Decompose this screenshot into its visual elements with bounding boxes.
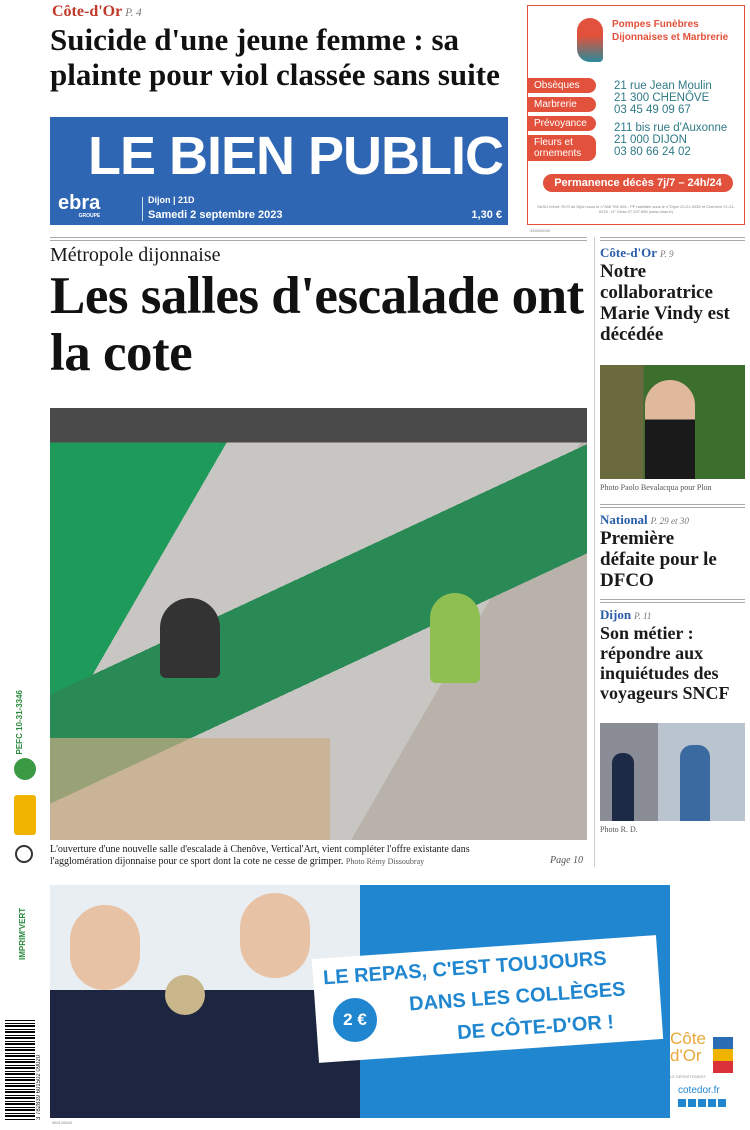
sidebar-kicker [600,245,745,261]
top-story-kicker [52,3,142,21]
cotedor-flag-icon [713,1037,733,1073]
lead-rule [50,237,587,241]
addr-line: 21 rue Jean Moulin [614,80,712,92]
cotedor-ad[interactable] [50,885,745,1118]
recycle-logo-icon [14,795,36,835]
pefc-label: PEFC 10-31-3346 [15,690,24,755]
caption-text: L'ouverture d'une nouvelle salle d'escalade à Chenôve, Vertical'Art, vient compléter l'offre existante dans l'agglomération dijonnaise pour ce sport dont la cote ne cesse de grimper. [50,844,470,867]
address-chenove [614,80,712,116]
funeral-ad[interactable] [527,5,745,225]
rule [600,599,745,603]
lead-caption [50,844,530,868]
permanence-banner: Permanence décès 7j/7 – 24h/24 [543,174,733,192]
cotedor-sub: LE DÉPARTEMENT [670,1074,706,1079]
service-item: Marbrerie [528,97,596,112]
sncf-photo [600,723,745,821]
sidebar-headline[interactable]: Notre collaboratrice Marie Vindy est décédée [600,261,730,345]
rule [600,237,745,241]
masthead [50,117,508,225]
marie-vindy-photo [600,365,745,479]
triman-icon [15,845,33,863]
ad-company: Pompes Funèbres Dijonnaises et Marbrerie [612,19,729,43]
pefc-icon [14,758,36,780]
lead-page-ref[interactable]: Page 10 [550,855,584,866]
price: 1,30 € [471,209,502,221]
sidebar-headline[interactable]: Première défaite pour le DFCO [600,528,717,591]
ebra-sub: GROUPE [78,213,101,219]
slogan-line: DE CÔTE-D'OR ! [456,1011,615,1045]
slogan-line: DANS LES COLLÈGES [408,978,627,1016]
divider [142,197,143,221]
ad-ref: 334000000 [530,228,551,233]
kicker-text: Côte-d'Or [600,245,658,260]
floor-mat [50,738,330,840]
lead-kicker: Métropole dijonnaise [50,244,221,266]
owl-logo-icon [577,18,603,62]
masthead-title: LE BIEN PUBLIC [88,126,504,186]
page-ref: P. 11 [634,611,652,621]
slogan-line: LE REPAS, C'EST TOUJOURS [322,947,608,990]
photo-credit: Photo R. D. [600,825,638,834]
top-story-headline[interactable]: Suicide d'une jeune femme : sa plainte pour viol classée sans suite [50,22,500,92]
addr-line: 21 000 DIJON [614,134,687,146]
ad-ref: 360128400 [52,1120,73,1125]
photo-credit: Photo Paolo Bevalacqua pour Plon [600,483,712,492]
sidebar [600,237,745,834]
kicker-text: Côte-d'Or [52,3,123,20]
sidebar-headline[interactable]: Son métier : répondre aux inquiétudes des voyageurs SNCF [600,623,730,703]
lead-headline[interactable]: Les salles d'escalade ont la cote [50,267,584,382]
sidebar-kicker [600,607,745,623]
cotedor-url[interactable]: cotedor.fr [678,1085,720,1096]
service-list [528,78,596,165]
addr-line: 21 300 CHENÔVE [614,92,710,104]
edition: Dijon | 21D [148,195,195,205]
addr-phone: 03 45 49 09 67 [614,104,691,116]
climber [160,598,220,678]
service-item: Fleurs et ornements [528,135,596,161]
cotedor-logo: Côte d'Or [670,1029,706,1065]
rule [600,504,745,508]
addr-phone: 03 80 66 24 02 [614,146,691,158]
service-item: Prévoyance [528,116,596,131]
price-badge: 2 € [330,995,380,1045]
service-item: Obsèques [528,78,596,93]
addr-line: 211 bis rue d'Auxonne [614,122,728,134]
climbing-photo[interactable] [50,408,587,840]
children-photo [50,885,360,1118]
ebra-logo [58,193,100,219]
imprimvert-label: IMPRIM'VERT [18,907,27,960]
barcode-number: 3 782839 601502 09020 [36,1054,42,1120]
page-ref: P. 9 [660,249,674,259]
kicker-text: Dijon [600,607,632,622]
climber [430,593,480,683]
page-ref: P. 4 [125,7,142,19]
ad-legal: SASU Imhof, RCS de Dijon sous le n°388 796 526 - PF habilitée sous le n°Dijon 20-21-0035 et Chenôve 21-21-0076 - N° Orias 07 037 898 (www.orias.fr) [537,204,735,214]
ebra-text: ebra [58,192,101,214]
social-icons[interactable] [678,1099,728,1107]
date: Samedi 2 septembre 2023 [148,209,283,221]
column-divider [594,237,595,867]
address-dijon [614,122,727,158]
kicker-text: National [600,512,648,527]
sidebar-kicker [600,512,745,528]
page-ref: P. 29 et 30 [650,516,689,526]
photo-credit: Photo Rémy Dissoubray [345,857,425,866]
barcode [5,1020,35,1120]
